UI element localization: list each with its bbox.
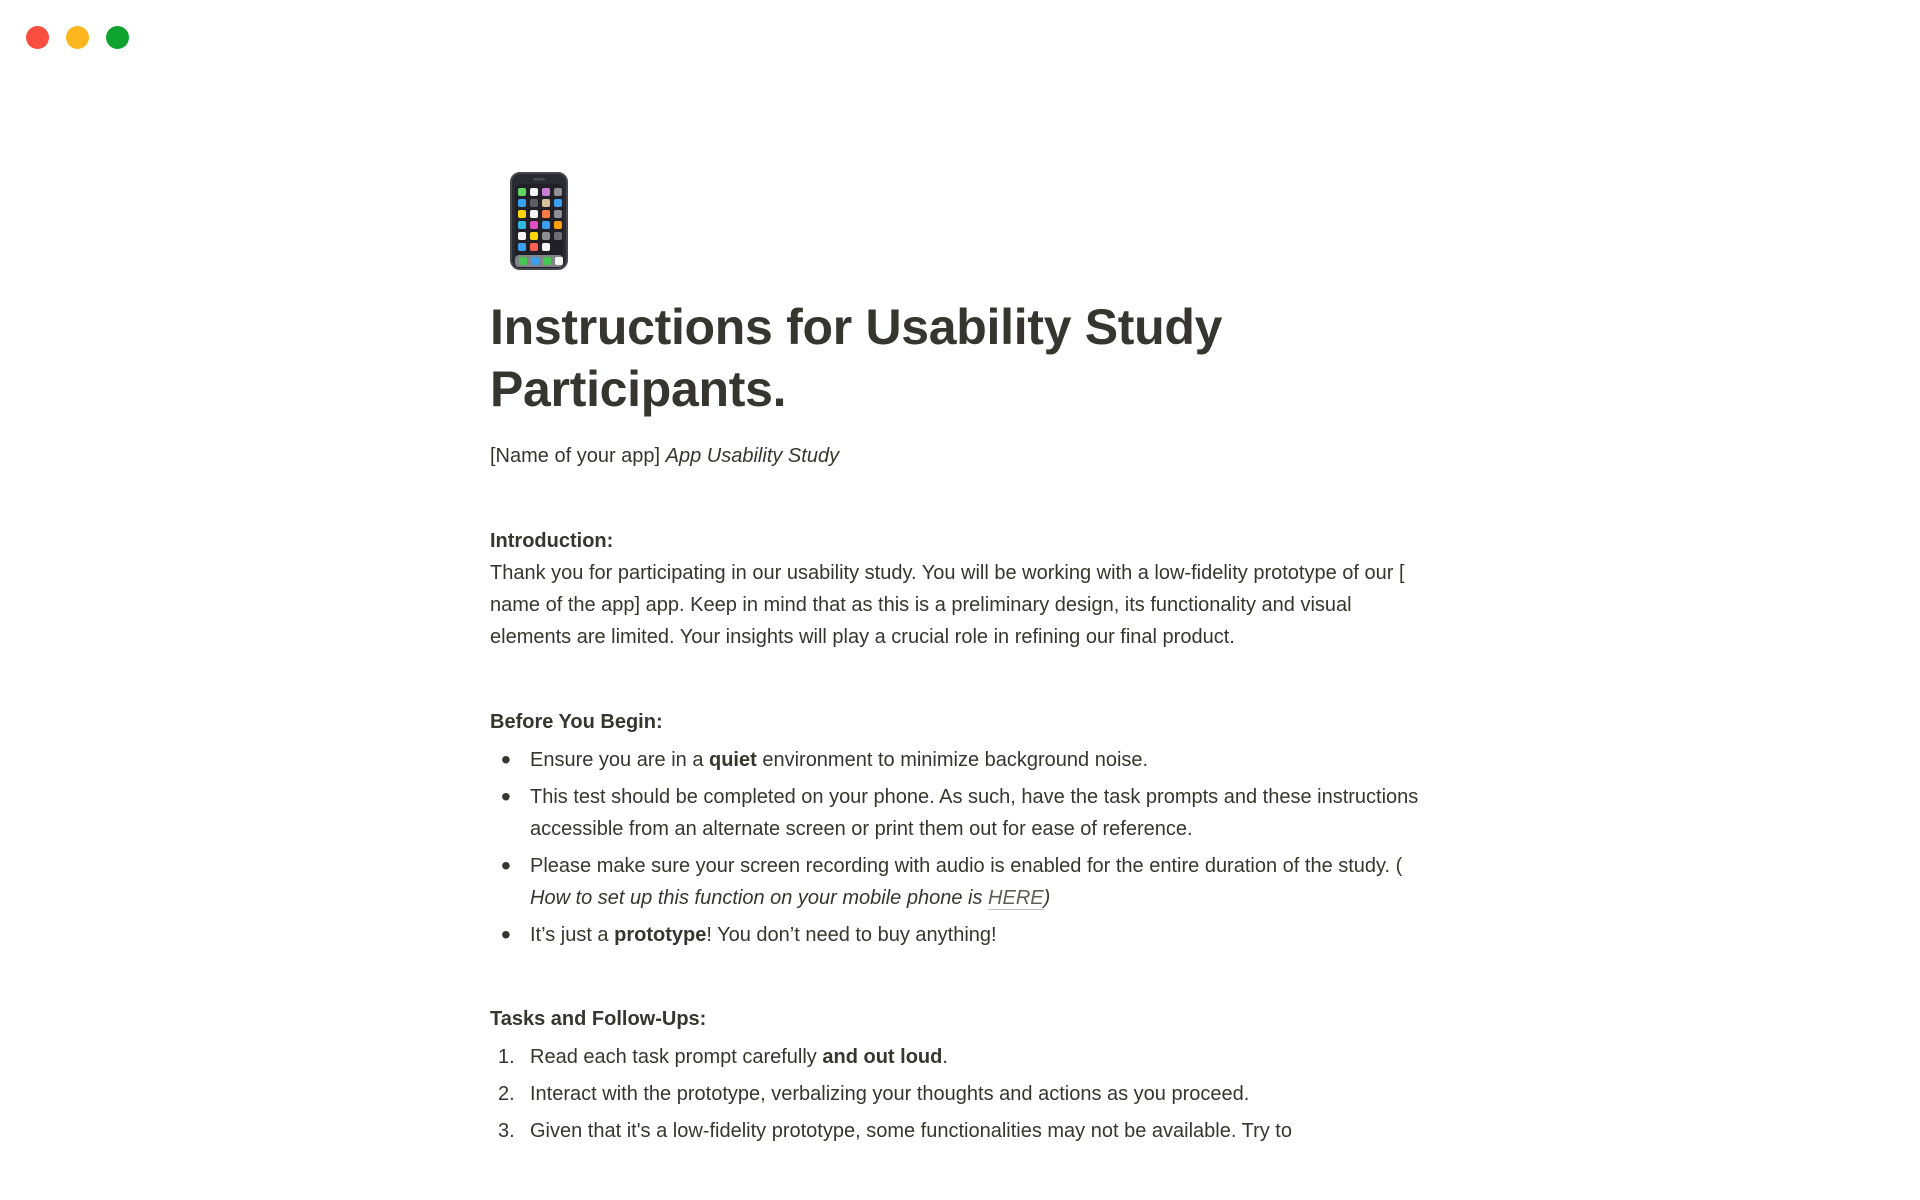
- bullet-item-screen-recording: [490, 850, 1430, 914]
- page-subtitle: [490, 440, 1430, 472]
- number-marker: 3.: [498, 1120, 515, 1142]
- before-you-begin-heading: Before You Begin:: [490, 711, 663, 733]
- tasks-heading: Tasks and Follow-Ups:: [490, 1008, 707, 1030]
- text-segment: Ensure you are in a: [530, 749, 709, 771]
- numbered-text: Interact with the prototype, verbalizing your thoughts and actions as you proceed.: [530, 1083, 1250, 1105]
- bold-segment: and out loud: [822, 1046, 943, 1068]
- bullet-item-prototype: [490, 919, 1430, 951]
- bold-segment: prototype: [614, 924, 707, 946]
- zoom-button[interactable]: [106, 26, 129, 49]
- italic-segment: How to set up this function on your mobile phone is: [530, 887, 989, 909]
- introduction-paragraph: Thank you for participating in our usability study. You will be working with a low-fidelity prototype of our [ name of the app] app. Keep in mind that as this is a preliminary design, its functionality and visual elements are limited. Your insights will play a crucial role in refining our final product.: [490, 562, 1405, 648]
- bold-segment: quiet: [709, 749, 757, 771]
- tasks-list: [490, 1041, 1430, 1147]
- numbered-item-low-fidelity: [490, 1115, 1430, 1147]
- numbered-item-interact: [490, 1078, 1430, 1110]
- page-icon-button[interactable]: [510, 172, 568, 270]
- introduction-heading: Introduction:: [490, 530, 614, 552]
- minimize-button[interactable]: [66, 26, 89, 49]
- number-marker: 2.: [498, 1083, 515, 1105]
- text-segment: .: [942, 1046, 948, 1068]
- document-page: [490, 0, 1430, 1147]
- italic-segment: ): [1043, 887, 1051, 909]
- bullet-text: This test should be completed on your phone. As such, have the task prompts and these instructions accessible from an alternate screen or print them out for ease of reference.: [530, 786, 1419, 840]
- close-button[interactable]: [26, 26, 49, 49]
- numbered-text: Given that it's a low-fidelity prototype, some functionalities may not be available. Try to: [530, 1120, 1292, 1142]
- text-segment: It’s just a: [530, 924, 615, 946]
- bullet-text: [530, 744, 1430, 776]
- numbered-text: [530, 1041, 1430, 1073]
- bullet-item-quiet: [490, 744, 1430, 776]
- mobile-phone-icon: [510, 172, 568, 270]
- bullet-marker: •: [501, 744, 511, 775]
- subtitle-italic: App Usability Study: [665, 445, 840, 467]
- before-you-begin-list: [490, 744, 1430, 951]
- page-title: Instructions for Usability Study Participants.: [490, 299, 1223, 417]
- bullet-text: [530, 850, 1430, 914]
- bullet-marker: •: [501, 850, 511, 881]
- number-marker: 1.: [498, 1046, 515, 1068]
- traffic-lights: [26, 26, 129, 49]
- bullet-marker: •: [501, 919, 511, 950]
- text-segment: environment to minimize background noise.: [756, 749, 1149, 771]
- subtitle-plain: [Name of your app]: [490, 445, 666, 467]
- text-segment: ! You don’t need to buy anything!: [706, 924, 997, 946]
- here-link[interactable]: HERE: [988, 887, 1044, 909]
- bullet-text: [530, 919, 1430, 951]
- text-segment: Please make sure your screen recording with audio is enabled for the entire duration of the study. (: [530, 855, 1403, 877]
- text-segment: Read each task prompt carefully: [530, 1046, 823, 1068]
- bullet-marker: •: [501, 781, 511, 812]
- bullet-item-phone-test: [490, 781, 1430, 845]
- numbered-item-read-prompt: [490, 1041, 1430, 1073]
